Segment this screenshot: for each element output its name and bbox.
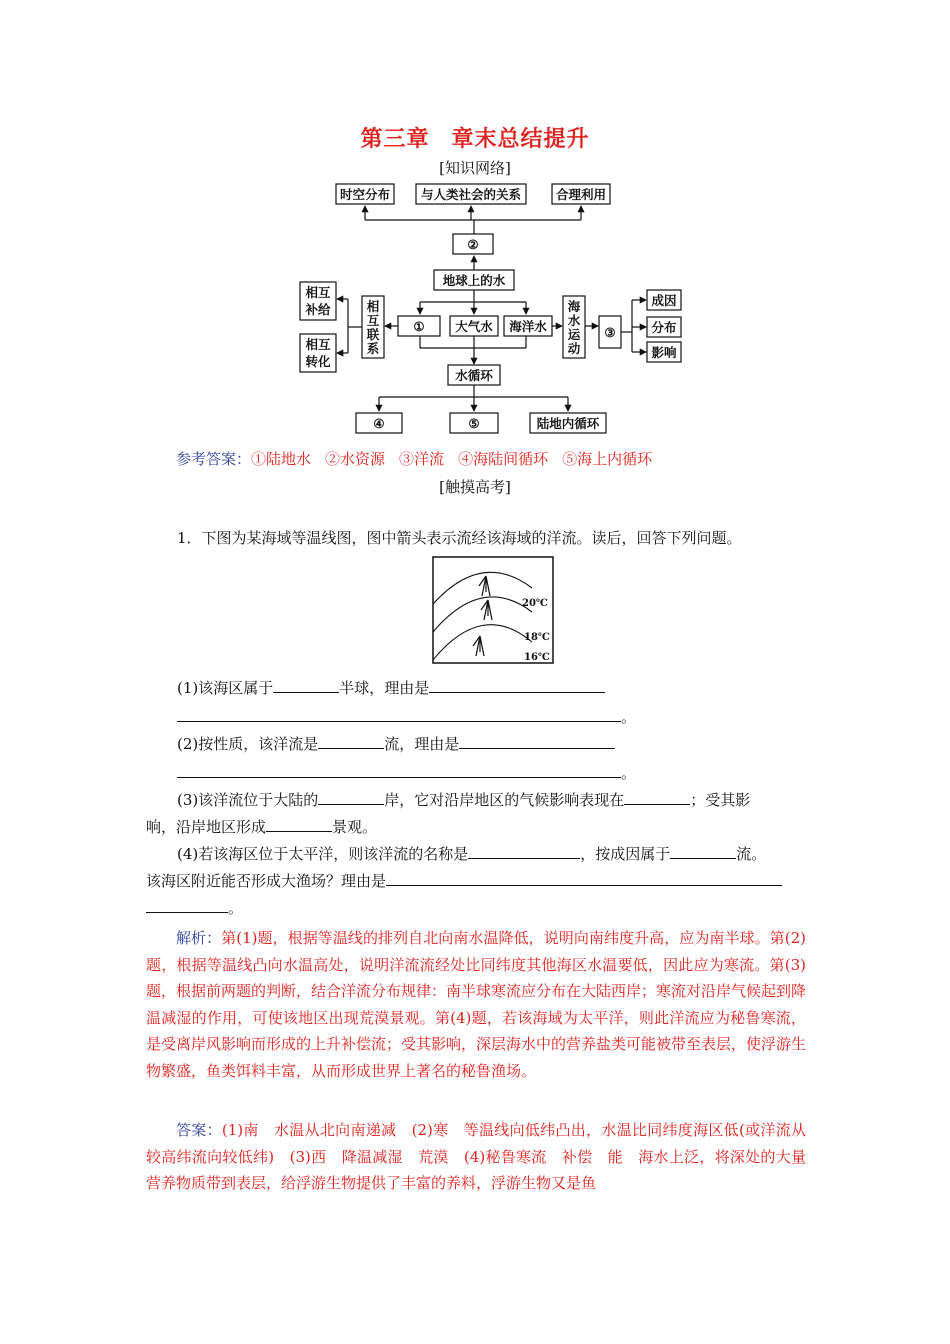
reference-answer-item: ②水资源 bbox=[325, 450, 386, 468]
node-mutual-relation-char3: 联 bbox=[366, 327, 380, 342]
node-atmospheric-water: 大气水 bbox=[455, 319, 493, 334]
isotherm-label-18: 18℃ bbox=[524, 632, 550, 643]
page-title: 第三章 章末总结提升 bbox=[360, 126, 590, 152]
subquestion-1-line2: 。 bbox=[177, 706, 636, 727]
answer-text: (1)南 水温从北向南递减 (2)寒 等温线向低纬凸出，水温比同纬度海区低(或洋流从较高纬流向较低纬) (3)西 降温减湿 荒漠 (4)秘鲁寒流 补偿 能 海水上泛，将深处的大量营养物质带到表层，给浮游生物提供了丰富的养料，浮游生物又是鱼 bbox=[146, 1121, 806, 1192]
node-rational-use: 合理利用 bbox=[555, 187, 607, 202]
reference-answer-item: ③洋流 bbox=[399, 450, 445, 468]
subquestion-4-line2: 该海区附近能否形成大渔场？理由是 bbox=[146, 870, 782, 891]
subquestion-4: (4)若该海区位于太平洋，则该洋流的名称是 ，按成因属于 流。 bbox=[177, 845, 767, 863]
node-water-cycle: 水循环 bbox=[455, 368, 493, 383]
section-heading-network: [知识网络] bbox=[439, 159, 511, 177]
subquestion-3-line2: 响，沿岸地区形成 景观。 bbox=[146, 818, 378, 836]
subquestion-1: (1)该海区属于 半球，理由是 bbox=[177, 677, 605, 698]
node-spacetime-distribution: 时空分布 bbox=[339, 187, 391, 202]
analysis-label: 解析： bbox=[176, 929, 222, 947]
reference-answer-item: ⑤海上内循环 bbox=[562, 450, 653, 468]
node-earth-water: 地球上的水 bbox=[442, 273, 506, 288]
node-distribution: 分布 bbox=[651, 320, 677, 335]
node-human-relation: 与人类社会的关系 bbox=[420, 187, 522, 202]
reference-answer-item: ④海陆间循环 bbox=[458, 450, 549, 468]
node-mutual-relation-char1: 相 bbox=[366, 299, 380, 314]
answer-label: 答案： bbox=[176, 1121, 222, 1139]
reference-answer-item: ①陆地水 bbox=[251, 450, 312, 468]
node-influence: 影响 bbox=[651, 345, 677, 360]
node-mutual-transform-line2: 转化 bbox=[305, 354, 331, 369]
isotherm-map bbox=[432, 556, 554, 664]
node-mutual-supply-line1: 相互 bbox=[305, 285, 331, 300]
node-ocean-water: 海洋水 bbox=[509, 319, 547, 334]
node-mutual-relation-char2: 互 bbox=[366, 313, 380, 328]
knowledge-network-diagram bbox=[290, 178, 690, 440]
subquestion-2-line2: 。 bbox=[177, 762, 636, 783]
node-land-inner-cycle: 陆地内循环 bbox=[536, 416, 600, 431]
node-mutual-transform-line1: 相互 bbox=[305, 337, 331, 352]
isotherm-label-20: 20℃ bbox=[522, 598, 548, 609]
subquestion-4-line3: 。 bbox=[146, 897, 243, 918]
reference-answer bbox=[176, 448, 652, 469]
analysis-text: 第(1)题，根据等温线的排列自北向南水温降低，说明向南纬度升高，应为南半球。第(2)题，根据等温线凸向水温高处，说明洋流流经处比同纬度其他海区水温要低，因此应为寒流。第(3)题，根据前两题的判断，结合洋流分布规律：南半球寒流应分布在大陆西岸；寒流对沿岸气候起到降温减湿的作用，可使该地区出现荒漠景观。第(4)题，若该海域为太平洋，则此洋流应为秘鲁寒流，是受离岸风影响而形成的上升补偿流；受其影响，深层海水中的营养盐类可能被带至表层，使浮游生物繁盛，鱼类饵料丰富，从而形成世界上著名的秘鲁渔场。 bbox=[146, 929, 807, 1080]
node-mutual-relation-char4: 系 bbox=[366, 341, 380, 356]
node-circle-2: ② bbox=[467, 237, 479, 252]
node-ocean-motion-char3: 运 bbox=[567, 327, 581, 342]
subquestion-3: (3)该洋流位于大陆的 岸，它对沿岸地区的气候影响表现在 ；受其影 bbox=[177, 791, 751, 809]
node-ocean-motion-char2: 水 bbox=[567, 313, 581, 328]
question-stem: 1．下图为某海域等温线图，图中箭头表示流经该海域的洋流。读后，回答下列问题。 bbox=[177, 529, 742, 547]
node-cause: 成因 bbox=[651, 293, 677, 308]
isotherm-label-16: 16℃ bbox=[524, 652, 550, 663]
reference-answer-label: 参考答案： bbox=[176, 450, 252, 468]
node-circle-4: ④ bbox=[373, 416, 385, 431]
subquestion-2: (2)按性质，该洋流是 流，理由是 bbox=[177, 733, 615, 754]
answer-paragraph bbox=[146, 1117, 806, 1197]
node-circle-3: ③ bbox=[604, 325, 616, 340]
node-ocean-motion-char4: 动 bbox=[567, 341, 581, 356]
node-circle-5: ⑤ bbox=[468, 416, 480, 431]
node-mutual-supply-line2: 补给 bbox=[305, 302, 331, 317]
analysis-paragraph bbox=[146, 925, 806, 1084]
node-circle-1: ① bbox=[413, 319, 425, 334]
section-heading-exam: [触摸高考] bbox=[439, 478, 511, 496]
node-ocean-motion-char1: 海 bbox=[567, 299, 581, 314]
